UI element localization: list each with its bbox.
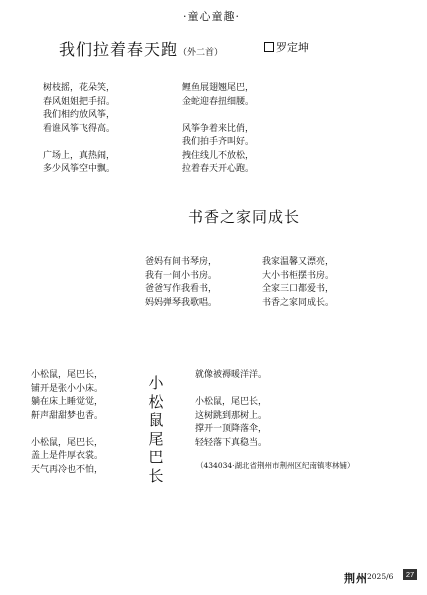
author-name xyxy=(264,39,309,55)
poem-line: 小松鼠，尾巴长， xyxy=(195,397,268,407)
author-box-icon xyxy=(264,42,274,52)
poem-line: 轻轻落下真稳当。 xyxy=(195,437,268,448)
poem-line xyxy=(43,136,115,150)
poem-line: 广场上，真热闹， xyxy=(43,150,116,161)
poem-line: 春风姐姐把手招。 xyxy=(43,96,116,107)
poem-line: 妈妈弹琴我歌唱。 xyxy=(145,297,218,308)
poem-line xyxy=(195,383,267,397)
poem-line: 就像被褥暖洋洋。 xyxy=(195,370,268,380)
poem-line: 多少风筝空中飘。 xyxy=(43,164,116,174)
poem-line: 我家温馨又漂亮， xyxy=(262,257,335,267)
poem-line: 看谁风筝飞得高。 xyxy=(43,123,116,134)
poem1-left-column xyxy=(43,82,115,177)
poem-line xyxy=(182,109,254,123)
poem-line: 全家三口都爱书， xyxy=(262,284,335,294)
poem-line: 小松鼠，尾巴长， xyxy=(31,370,104,380)
poem-line: 铺开是张小小床。 xyxy=(31,383,104,394)
poem-line xyxy=(31,423,103,437)
author-address: （434034·湖北省荆州市荆州区纪南镇枣林铺） xyxy=(196,461,355,470)
poem-line: 天气再冷也不怕， xyxy=(31,464,104,475)
poem-line: 小松鼠，尾巴长， xyxy=(31,437,104,448)
poem-line: 我们相约放风筝， xyxy=(43,110,116,120)
poem3-right-column xyxy=(195,369,267,450)
poem-line: 爸妈有间书琴房， xyxy=(145,257,218,267)
poem1-title-text: 我们拉着春天跑 xyxy=(59,40,179,59)
poem-line: 拉着春天开心跑。 xyxy=(182,164,255,174)
section-header-tag: ·童心童趣· xyxy=(183,10,240,23)
poem-line: 躺在床上睡觉觉， xyxy=(31,397,104,407)
author-name-text: 罗定坤 xyxy=(276,41,309,54)
magazine-logo: 荆州 xyxy=(344,572,368,585)
poem-line: 鲤鱼展翅翘尾巴， xyxy=(182,83,255,93)
poem2-title: 书香之家同成长 xyxy=(188,208,301,226)
poem-line: 书香之家同成长。 xyxy=(262,297,335,308)
poem-line: 拽住线儿不放松， xyxy=(182,150,255,161)
poem-line: 这树跳到那树上。 xyxy=(195,410,268,421)
poem1-title xyxy=(59,37,223,60)
poem-line: 撑开一顶降落伞， xyxy=(195,424,268,434)
poem-line: 金蛇迎春扭细腰。 xyxy=(182,96,255,107)
poem1-subtitle: （外二首） xyxy=(178,48,224,58)
poem-line: 大小书柜摆书房。 xyxy=(262,270,335,281)
poem-line: 风筝争着来比俏， xyxy=(182,123,255,134)
issue-number: 2025/6 xyxy=(367,572,394,581)
poem3-vertical-title: 小松鼠尾巴长 xyxy=(148,374,164,485)
poem-line: 我们拍手齐叫好。 xyxy=(182,137,255,147)
poem1-right-column xyxy=(182,82,254,177)
poem-line: 盖上是件厚衣裳。 xyxy=(31,451,104,461)
poem-line: 我有一间小书房。 xyxy=(145,270,218,281)
poem2-left-column xyxy=(145,256,217,310)
page-number: 27 xyxy=(403,569,417,580)
poem-line: 爸爸写作我看书， xyxy=(145,284,218,294)
poem-line: 树枝摇，花朵笑， xyxy=(43,83,116,93)
poem2-right-column xyxy=(262,256,334,310)
poem-line: 鼾声甜甜梦也香。 xyxy=(31,410,104,421)
poem3-left-column xyxy=(31,369,103,477)
